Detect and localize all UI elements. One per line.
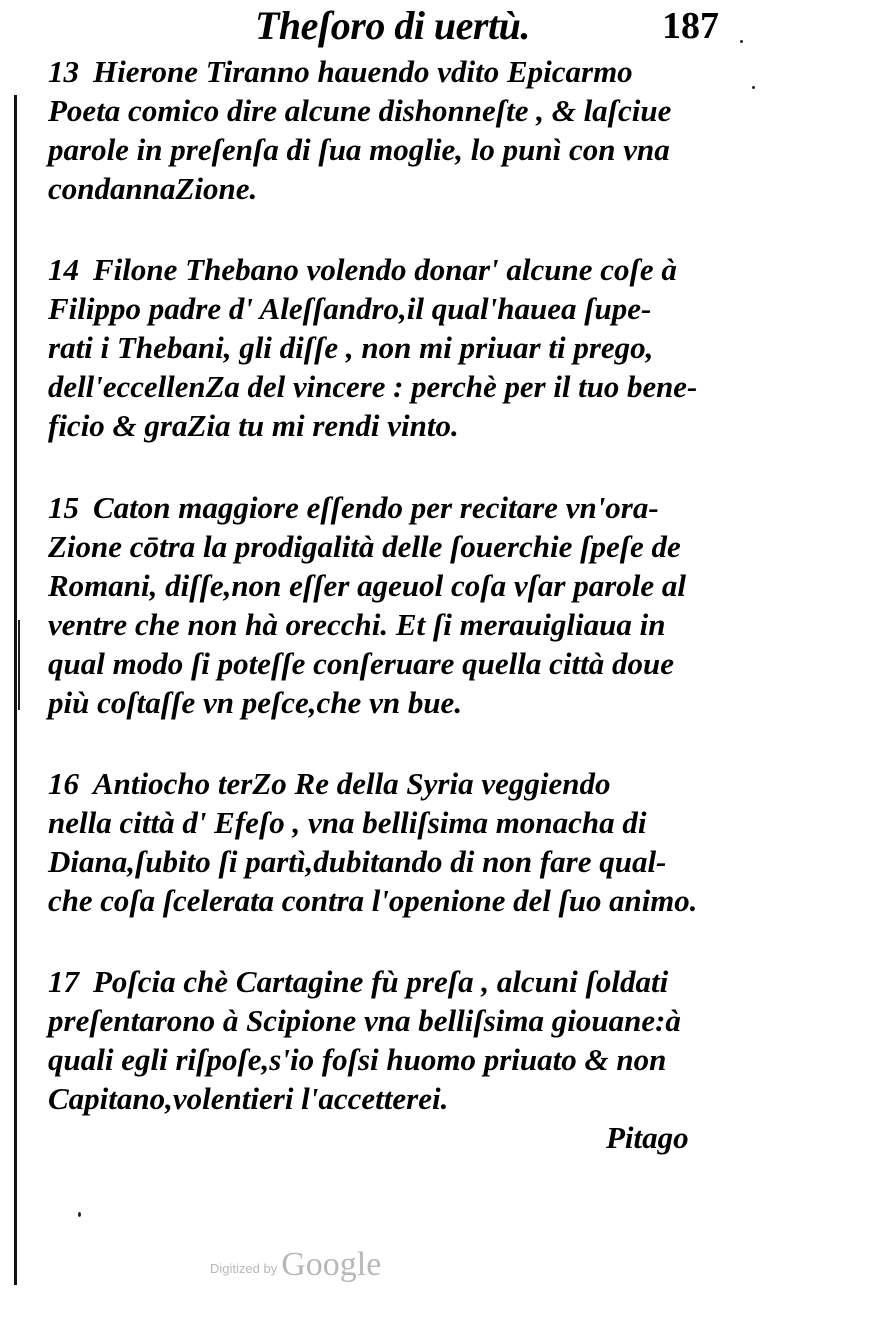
entry-number: 17 <box>48 964 79 999</box>
entry-number: 14 <box>48 252 79 287</box>
entry-line <box>48 250 698 289</box>
entry-text: Poſcia chè Cartagine fù preſa , alcuni ſoldati <box>93 964 669 999</box>
entry-line: qual modo ſi poteſſe conſeruare quella città doue <box>48 646 674 681</box>
entry-line: ventre che non hà orecchi. Et ſi merauigliaua in <box>48 607 666 642</box>
entry-line: preſentarono à Scipione vna belliſsima giouane:à <box>48 1003 681 1038</box>
entry-text: Caton maggiore eſſendo per recitare vn'ora- <box>93 490 659 525</box>
entry-number: 15 <box>48 490 79 525</box>
entry-line: Filippo padre d' Aleſſandro,il qual'hauea ſupe- <box>48 291 652 326</box>
entry-line: che coſa ſcelerata contra l'openione del ſuo animo. <box>48 883 698 918</box>
entry-13 <box>48 52 698 208</box>
entry-line: quali egli riſpoſe,s'io foſsi huomo priuato & non <box>48 1042 667 1077</box>
entry-number: 13 <box>48 54 79 89</box>
page-edge-mark <box>18 620 20 710</box>
digitized-watermark <box>210 1246 381 1284</box>
entry-16 <box>48 764 698 920</box>
entry-text: Hierone Tiranno hauendo vdito Epicarmo <box>93 54 633 89</box>
page-edge-shadow <box>14 95 17 1285</box>
entry-line: Poeta comico dire alcune dishonneſte , & laſciue <box>48 93 672 128</box>
catchword: Pitago <box>606 1120 689 1155</box>
ink-speck <box>752 86 755 89</box>
entry-line: dell'eccellenZa del vincere : perchè per il tuo bene- <box>48 369 698 404</box>
ink-speck <box>78 1212 81 1217</box>
entry-line: Romani, diſſe,non eſſer ageuol coſa vſar parole al <box>48 568 687 603</box>
entry-14 <box>48 250 698 445</box>
entry-line: rati i Thebani, gli diſſe , non mi priuar ti prego, <box>48 330 654 365</box>
entry-17 <box>48 962 698 1118</box>
entry-line: ficio & graZia tu mi rendi vinto. <box>48 408 459 443</box>
entry-line <box>48 764 698 803</box>
entry-text: Filone Thebano volendo donar' alcune coſe à <box>93 252 677 287</box>
entry-line <box>48 488 698 527</box>
watermark-logo-text: Google <box>281 1246 382 1283</box>
entry-line: parole in preſenſa di ſua moglie, lo punì con vna <box>48 132 670 167</box>
entry-line: Diana,ſubito ſi partì,dubitando di non fare qual- <box>48 844 667 879</box>
page-header <box>0 0 884 60</box>
entry-line: più coſtaſſe vn peſce,che vn bue. <box>48 685 463 720</box>
watermark-small-text: Digitized by <box>210 1261 278 1276</box>
entry-line: condannaZione. <box>48 171 258 206</box>
entry-line <box>48 52 698 91</box>
entry-number: 16 <box>48 766 79 801</box>
entry-line: Capitano,volentieri l'accetterei. <box>48 1081 449 1116</box>
entry-text: Antiocho terZo Re della Syria veggiendo <box>93 766 611 801</box>
entry-line <box>48 962 698 1001</box>
running-title: Theſoro di uertù. <box>255 3 530 48</box>
entry-line: nella città d' Efeſo , vna belliſsima monacha di <box>48 805 647 840</box>
entry-15 <box>48 488 698 722</box>
entry-line: Zione cōtra la prodigalità delle ſouerchie ſpeſe de <box>48 529 681 564</box>
page-number: 187 <box>662 5 719 47</box>
